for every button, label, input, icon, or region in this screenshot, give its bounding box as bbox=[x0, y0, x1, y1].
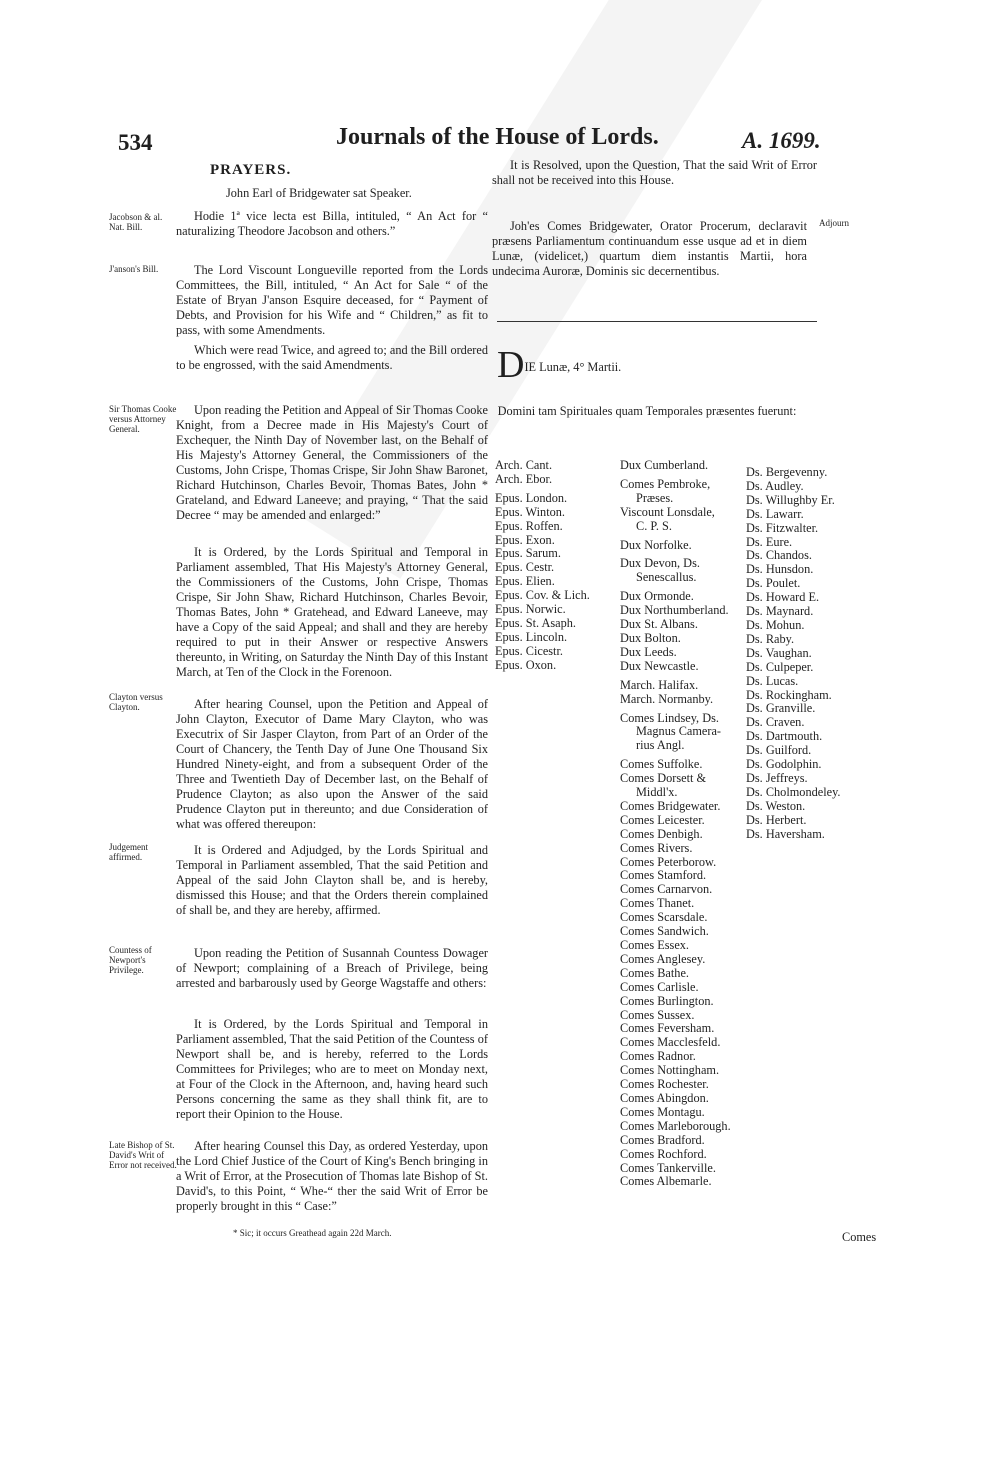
attendance-entry: Ds. Lucas. bbox=[746, 673, 799, 688]
attendance-entry: Arch. Cant. bbox=[495, 458, 553, 472]
attendance-entry: Comes Lindsey, Ds. bbox=[620, 710, 719, 725]
attendance-entry: Dux Ormonde. bbox=[620, 589, 694, 604]
paragraph-cooke-appeal: Upon reading the Petition and Appeal of Sir Thomas Cooke Knight, from a Decree made in His Majesty's Court of Exchequer, the Ninth Day of November last, on the Behalf of His Majesty's Attorney General, the Commissioners of the Customs, John Crispe, Thomas Crispe, Sir John Shaw Baronet, Richard Hutchinson, Charles Bevoir, Thomas Bates, John * Grateland, and Edward Laneeve; and praying, “ That the said Decree “ may be amended and enlarged:” bbox=[176, 403, 488, 522]
attendance-column-barons bbox=[746, 466, 841, 841]
paragraph-adjourn: Joh'es Comes Bridgewater, Orator Procerum, declaravit præsens Parliamentum continuandum esse usque ad et in diem Lunæ, (videlicet,) quartum diem instantis Martii, hora undecima Auroræ, Dominis sic decernentibus. bbox=[492, 219, 807, 278]
attendance-entry: Epus. Elien. bbox=[495, 574, 555, 589]
attendance-entry: Comes Sussex. bbox=[620, 1007, 695, 1022]
attendance-entry: Epus. Winton. bbox=[495, 504, 565, 519]
attendance-entry: Comes Abingdon. bbox=[620, 1090, 709, 1105]
paragraph-newport-petition: Upon reading the Petition of Susannah Countess Dowager of Newport; complaining of a Breach of Privilege, being arrested and barbarously used by George Wagstaffe and others: bbox=[176, 946, 488, 990]
attendance-entry: Comes Tankerville. bbox=[620, 1160, 716, 1175]
attendance-entry: Ds. Jeffreys. bbox=[746, 770, 808, 785]
attendance-entry: Dux Norfolke. bbox=[620, 537, 692, 552]
attendance-entry: Ds. Rockingham. bbox=[746, 687, 832, 702]
margin-note-janson: J'anson's Bill. bbox=[109, 264, 159, 274]
attendance-entry: Comes Albemarle. bbox=[620, 1174, 712, 1189]
attendance-entry: Ds. Lawarr. bbox=[746, 506, 804, 521]
paragraph-janson-report: The Lord Viscount Longueville reported from the Lords Committees, the Bill, intituled, “ An Act for Sale “ of the Estate of Bryan J'anson Esquire deceased, for “ Payment of Debts, and Provision for his Wife and “ Children,” as fit to pass, with some Amendments. bbox=[176, 263, 488, 337]
paragraph-jacobson-bill: Hodie 1ª vice lecta est Billa, intituled, “ An Act for “ naturalizing Theodore Jacobson and others.” bbox=[176, 209, 488, 238]
attendance-entry: Ds. Mohun. bbox=[746, 617, 805, 632]
attendance-entry: Ds. Haversham. bbox=[746, 826, 825, 841]
attendance-entry: Ds. Bergevenny. bbox=[746, 465, 828, 479]
attendance-entry: Præses. bbox=[636, 490, 674, 505]
paragraph-clayton-judgement: It is Ordered and Adjudged, by the Lords Spiritual and Temporal in Parliament assembled, That the said Petition and Appeal of the said John Clayton shall be, and is hereby, dismissed this House; and that the Orders therein complained of shall be, and they are hereby, affirmed. bbox=[176, 843, 488, 917]
attendance-entry: Epus. Cestr. bbox=[495, 560, 555, 575]
attendance-entry: Ds. Weston. bbox=[746, 798, 806, 813]
attendance-entry: Comes Carlisle. bbox=[620, 979, 699, 994]
margin-note-clayton: Clayton versus Clayton. bbox=[109, 692, 163, 712]
attendance-entry: March. Halifax. bbox=[620, 677, 699, 692]
attendance-entry: Dux St. Albans. bbox=[620, 617, 698, 632]
present-heading: Domini tam Spirituales quam Temporales præsentes fuerunt: bbox=[497, 404, 797, 418]
attendance-entry: Comes Rivers. bbox=[620, 840, 693, 855]
die-heading-text: IE Lunæ, 4° Martii. bbox=[524, 360, 622, 374]
attendance-entry: Comes Essex. bbox=[620, 938, 689, 952]
attendance-entry: Comes Thanet. bbox=[620, 896, 695, 911]
attendance-entry: Ds. Cholmondeley. bbox=[746, 784, 841, 799]
page-title: Journals of the House of Lords. bbox=[336, 124, 659, 150]
attendance-entry: Comes Feversham. bbox=[620, 1021, 715, 1036]
attendance-entry: Ds. Herbert. bbox=[746, 812, 807, 827]
attendance-entry: Ds. Granville. bbox=[746, 701, 816, 716]
attendance-entry: C. P. S. bbox=[636, 518, 672, 533]
die-heading bbox=[497, 344, 622, 386]
attendance-entry: Comes Sandwich. bbox=[620, 924, 709, 939]
paragraph-bishop-writ: After hearing Counsel this Day, as ordered Yesterday, upon the Lord Chief Justice of the Court of King's Bench bringing in a Writ of Error, at the Prosecution of Thomas late Bishop of St. David's, to this Point, “ Whe-“ ther the said Writ of Error be properly brought in this “ Case:” bbox=[176, 1139, 488, 1213]
attendance-entry: Epus. Exon. bbox=[495, 532, 555, 547]
prayers-heading: PRAYERS. bbox=[210, 162, 292, 178]
attendance-entry: Ds. Guilford. bbox=[746, 743, 812, 758]
margin-note-jacobson: Jacobson & al. Nat. Bill. bbox=[109, 212, 163, 232]
attendance-entry: Ds. Fitzwalter. bbox=[746, 520, 819, 535]
attendance-entry: Comes Peterborow. bbox=[620, 854, 717, 869]
attendance-entry: Dux Cumberland. bbox=[620, 458, 709, 472]
attendance-entry: Ds. Willughby Er. bbox=[746, 492, 835, 507]
attendance-entry: Ds. Eure. bbox=[746, 534, 793, 549]
attendance-entry: Ds. Howard E. bbox=[746, 590, 820, 605]
attendance-entry: Epus. Roffen. bbox=[495, 518, 563, 533]
attendance-entry: Comes Macclesfeld. bbox=[620, 1035, 721, 1050]
attendance-entry: Ds. Maynard. bbox=[746, 604, 814, 619]
attendance-entry: Comes Rochford. bbox=[620, 1146, 707, 1161]
attendance-entry: Epus. St. Asaph. bbox=[495, 615, 576, 630]
margin-note-bishop: Late Bishop of St. David's Writ of Error not received. bbox=[109, 1140, 177, 1170]
attendance-column-bishops bbox=[495, 459, 590, 673]
margin-note-cooke: Sir Thomas Cooke versus Attorney General. bbox=[109, 404, 177, 434]
attendance-entry: Comes Marleborough. bbox=[620, 1118, 731, 1133]
attendance-entry: Epus. Cov. & Lich. bbox=[495, 588, 590, 603]
attendance-entry: Comes Anglesey. bbox=[620, 951, 706, 966]
attendance-entry: Ds. Hunsdon. bbox=[746, 562, 814, 577]
attendance-entry: Ds. Dartmouth. bbox=[746, 729, 823, 744]
attendance-entry: Epus. Sarum. bbox=[495, 546, 561, 561]
section-divider bbox=[497, 321, 817, 322]
attendance-entry: Epus. Oxon. bbox=[495, 657, 557, 672]
attendance-entry: Comes Leicester. bbox=[620, 812, 705, 827]
attendance-entry: Ds. Audley. bbox=[746, 478, 804, 493]
attendance-entry: March. Normanby. bbox=[620, 691, 714, 706]
attendance-entry: Ds. Vaughan. bbox=[746, 645, 812, 660]
attendance-column-peers bbox=[620, 459, 731, 1189]
attendance-entry: Ds. Poulet. bbox=[746, 576, 801, 591]
attendance-entry: Dux Devon, Ds. bbox=[620, 556, 700, 571]
attendance-entry: Epus. Lincoln. bbox=[495, 629, 568, 644]
attendance-entry: Ds. Culpeper. bbox=[746, 659, 814, 674]
attendance-entry: Comes Burlington. bbox=[620, 993, 714, 1008]
attendance-entry: Comes Rochester. bbox=[620, 1077, 709, 1092]
attendance-entry: Comes Bridgewater. bbox=[620, 798, 721, 813]
attendance-entry: Comes Denbigh. bbox=[620, 826, 703, 841]
margin-note-newport: Countess of Newport's Privilege. bbox=[109, 945, 152, 975]
attendance-entry: Dux Leeds. bbox=[620, 644, 677, 659]
attendance-entry: Comes Radnor. bbox=[620, 1049, 696, 1064]
attendance-entry: Ds. Craven. bbox=[746, 715, 805, 730]
page-number: 534 bbox=[118, 130, 153, 155]
attendance-entry: Comes Scarsdale. bbox=[620, 910, 708, 925]
attendance-entry: Comes Nottingham. bbox=[620, 1063, 720, 1078]
die-drop-cap: D bbox=[497, 344, 525, 386]
attendance-entry: Dux Bolton. bbox=[620, 630, 681, 645]
margin-note-judgement: Judgement affirmed. bbox=[109, 842, 148, 862]
attendance-entry: Comes Carnarvon. bbox=[620, 882, 713, 897]
paragraph-janson-amendments: Which were read Twice, and agreed to; and the Bill ordered to be engrossed, with the said Amendments. bbox=[176, 343, 488, 372]
attendance-entry: Comes Dorsett & bbox=[620, 771, 707, 786]
attendance-entry: Comes Pembroke, bbox=[620, 476, 711, 491]
attendance-entry: Senescallus. bbox=[636, 570, 697, 585]
attendance-entry: Viscount Lonsdale, bbox=[620, 504, 715, 519]
attendance-entry: Dux Northumberland. bbox=[620, 603, 729, 618]
attendance-entry: Comes Bradford. bbox=[620, 1132, 705, 1147]
attendance-entry: Arch. Ebor. bbox=[495, 471, 553, 486]
speaker-line: John Earl of Bridgewater sat Speaker. bbox=[226, 186, 412, 200]
attendance-entry: Middl'x. bbox=[636, 785, 678, 800]
attendance-entry: Epus. Cicestr. bbox=[495, 643, 563, 658]
attendance-entry: Magnus Camera- bbox=[636, 724, 722, 739]
attendance-entry: Comes Stamford. bbox=[620, 868, 707, 883]
margin-note-adjourn: Adjourn bbox=[819, 218, 849, 228]
paragraph-cooke-order: It is Ordered, by the Lords Spiritual and Temporal in Parliament assembled, That His Majesty's Attorney General, the Commissioners of the Customs, John Crispe, Thomas Crispe, Sir John Shaw, Richard Hutchinson, Charles Bevoir, Thomas Bates, John * Gratehead, and Edward Laneeve, may have a Copy of the said Appeal; and shall and they are hereby required to put in their Answer or respective Answers thereunto, in Writing, on Saturday the Ninth Day of this Instant March, at Ten of the Clock in the Forenoon. bbox=[176, 545, 488, 679]
attendance-entry: Ds. Chandos. bbox=[746, 548, 812, 563]
attendance-entry: Ds. Godolphin. bbox=[746, 757, 822, 772]
paragraph-resolved: It is Resolved, upon the Question, That the said Writ of Error shall not be received into this House. bbox=[492, 158, 817, 187]
attendance-entry: rius Angl. bbox=[636, 738, 685, 753]
attendance-entry: Comes Suffolke. bbox=[620, 757, 703, 772]
catchword: Comes bbox=[842, 1230, 877, 1244]
attendance-entry: Comes Montagu. bbox=[620, 1104, 705, 1119]
attendance-entry: Ds. Raby. bbox=[746, 631, 795, 646]
page-year: A. 1699. bbox=[742, 128, 821, 153]
attendance-entry: Epus. Norwic. bbox=[495, 602, 566, 617]
attendance-entry: Dux Newcastle. bbox=[620, 658, 699, 673]
footnote: * Sic; it occurs Greathead again 22d March. bbox=[233, 1228, 392, 1238]
attendance-entry: Epus. London. bbox=[495, 490, 568, 505]
paragraph-clayton-appeal: After hearing Counsel, upon the Petition and Appeal of John Clayton, Executor of Dame Mary Clayton, who was Executrix of Sir Jasper Clayton, from Part of an Order of the Court of Chancery, the Tenth Day of June One Thousand Six Hundred Ninety-eight, and from a subsequent Order of the Three and Twentieth Day of December last, on the Behalf of Prudence Clayton; as also upon the Answer of the said Prudence Clayton put in thereunto; and due Consideration of what was offered thereupon: bbox=[176, 697, 488, 831]
attendance-entry: Comes Bathe. bbox=[620, 965, 689, 980]
paragraph-newport-order: It is Ordered, by the Lords Spiritual and Temporal in Parliament assembled, That the said Petition of the Countess of Newport shall be, and is hereby, referred to the Lords Committees for Privileges; who are to meet on Monday next, at Four of the Clock in the Afternoon, and, having heard such Persons concerning the same as they shall think fit, are to report their Opinion to the House. bbox=[176, 1017, 488, 1121]
